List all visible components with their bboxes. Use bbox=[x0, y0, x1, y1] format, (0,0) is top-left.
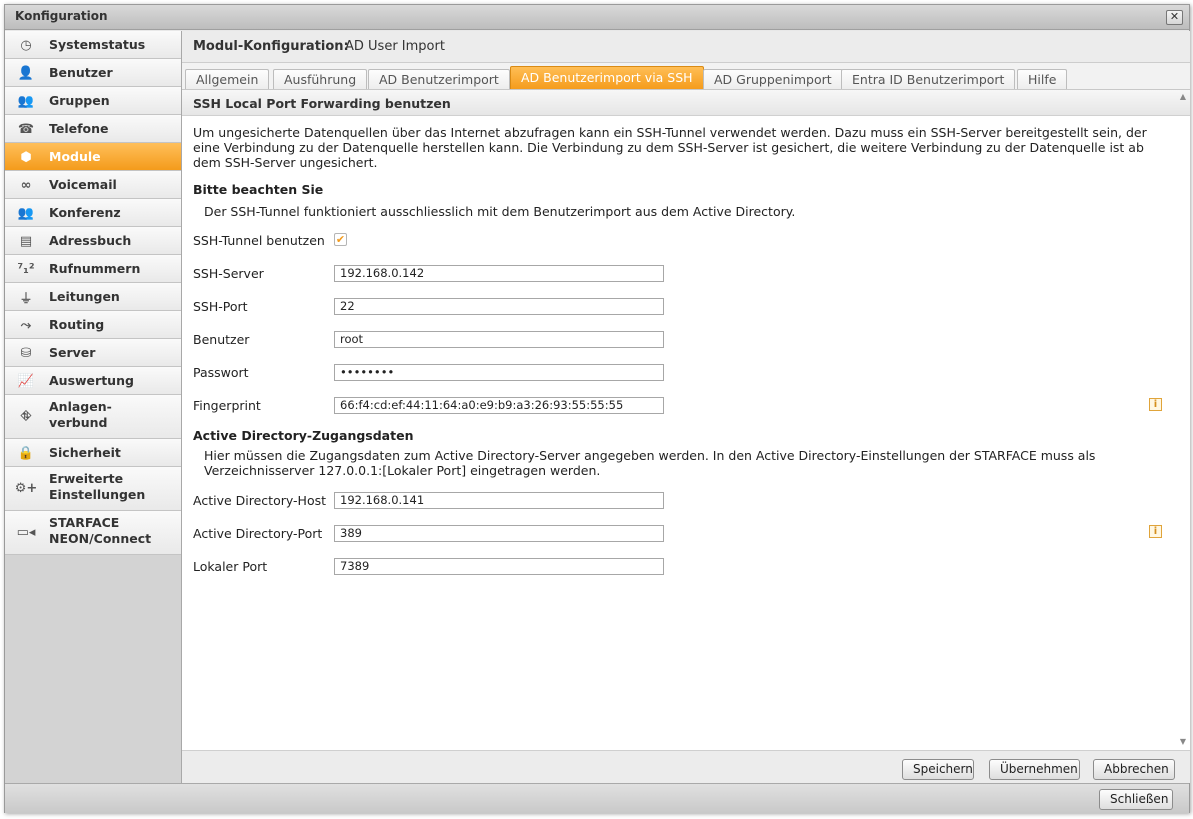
tab-panel bbox=[182, 89, 1190, 750]
window-title: Konfiguration bbox=[15, 9, 108, 23]
phone-icon: ☎ bbox=[17, 121, 35, 137]
tab-entra-id-benutzerimport[interactable]: Entra ID Benutzerimport bbox=[841, 69, 1015, 89]
module-icon: ⬢ bbox=[20, 149, 32, 165]
notice-text: Der SSH-Tunnel funktioniert ausschliesslich mit dem Benutzerimport aus dem Active Directory. bbox=[204, 204, 796, 219]
sidebar-item-auswertung[interactable] bbox=[5, 367, 181, 395]
local-port-input[interactable]: 7389 bbox=[334, 558, 664, 575]
fingerprint-label: Fingerprint bbox=[193, 398, 261, 413]
sidebar-item-rufnummern[interactable] bbox=[5, 255, 181, 283]
sidebar-item-gruppen[interactable] bbox=[5, 87, 181, 115]
lock-icon: 🔒 bbox=[17, 445, 35, 461]
ssh-tunnel-checkbox[interactable]: ✔ bbox=[335, 233, 346, 246]
password-input[interactable]: •••••••• bbox=[334, 364, 664, 381]
gear-plus-icon: ⚙+ bbox=[14, 480, 38, 496]
footer-bar bbox=[182, 750, 1190, 783]
ad-host-label: Active Directory-Host bbox=[193, 493, 327, 508]
cancel-button[interactable]: Abbrechen bbox=[1093, 759, 1175, 780]
sidebar-item-label: Module bbox=[49, 149, 101, 164]
fingerprint-input[interactable]: 66:f4:cd:ef:44:11:64:a0:e9:b9:a3:26:93:55:55:55 bbox=[334, 397, 664, 414]
password-label: Passwort bbox=[193, 365, 249, 380]
ad-port-label: Active Directory-Port bbox=[193, 526, 323, 541]
module-header-label: Modul-Konfiguration: bbox=[193, 39, 349, 54]
sidebar-item-label: Rufnummern bbox=[49, 261, 141, 276]
user-label: Benutzer bbox=[193, 332, 250, 347]
sidebar-item-erweiterte-einstellungen[interactable] bbox=[5, 467, 181, 511]
ad-host-input[interactable]: 192.168.0.141 bbox=[334, 492, 664, 509]
save-button[interactable]: Speichern bbox=[902, 759, 974, 780]
ad-heading: Active Directory-Zugangsdaten bbox=[193, 428, 414, 443]
scroll-down-icon[interactable]: ▼ bbox=[1179, 737, 1186, 746]
sidebar-item-anlagenverbund[interactable] bbox=[5, 395, 181, 439]
ssh-port-label: SSH-Port bbox=[193, 299, 248, 314]
close-icon[interactable]: ✕ bbox=[1166, 10, 1183, 25]
ssh-server-label: SSH-Server bbox=[193, 266, 264, 281]
sidebar-item-label: Konferenz bbox=[49, 205, 121, 220]
section-header bbox=[182, 90, 1190, 116]
sidebar-item-label: Server bbox=[49, 345, 96, 360]
sidebar-item-sicherheit[interactable] bbox=[5, 439, 181, 467]
sidebar-item-label: Systemstatus bbox=[49, 37, 146, 52]
sidebar-item-server[interactable] bbox=[5, 339, 181, 367]
group-icon: 👥 bbox=[17, 93, 35, 109]
tab-ad-benutzerimport-ssh[interactable]: AD Benutzerimport via SSH bbox=[510, 66, 704, 89]
apply-button[interactable]: Übernehmen bbox=[989, 759, 1080, 780]
ad-port-input[interactable]: 389 bbox=[334, 525, 664, 542]
sidebar-item-label: Sicherheit bbox=[49, 445, 121, 460]
module-name: AD User Import bbox=[345, 39, 445, 54]
user-input[interactable]: root bbox=[334, 331, 664, 348]
video-icon: ▭◂ bbox=[16, 524, 36, 540]
ssh-server-input[interactable]: 192.168.0.142 bbox=[334, 265, 664, 282]
sidebar-item-label: Benutzer bbox=[49, 65, 113, 80]
routing-icon: ⤳ bbox=[20, 317, 32, 333]
network-icon: ⛗ bbox=[20, 408, 32, 424]
sidebar-item-benutzer[interactable] bbox=[5, 59, 181, 87]
sidebar-item-label: Routing bbox=[49, 317, 105, 332]
ssh-port-input[interactable]: 22 bbox=[334, 298, 664, 315]
sidebar-item-routing[interactable] bbox=[5, 311, 181, 339]
sidebar-item-label: Voicemail bbox=[49, 177, 117, 192]
sidebar-item-label: Leitungen bbox=[49, 289, 120, 304]
chart-icon: 📈 bbox=[17, 373, 35, 389]
clock-icon: ◷ bbox=[20, 37, 32, 53]
sidebar bbox=[5, 31, 182, 783]
info-icon[interactable]: i bbox=[1149, 398, 1162, 411]
conference-icon: 👥 bbox=[17, 205, 35, 221]
notice-heading: Bitte beachten Sie bbox=[193, 182, 324, 197]
tab-ad-benutzerimport[interactable]: AD Benutzerimport bbox=[368, 69, 510, 89]
sidebar-item-telefone[interactable] bbox=[5, 115, 181, 143]
server-icon: ⛁ bbox=[20, 345, 32, 361]
sidebar-item-label: Anlagen- verbund bbox=[49, 399, 112, 430]
sidebar-item-label: Gruppen bbox=[49, 93, 110, 108]
module-header bbox=[182, 31, 1190, 63]
sidebar-item-starface-neon[interactable] bbox=[5, 511, 181, 555]
ad-text: Hier müssen die Zugangsdaten zum Active Directory-Server angegeben werden. In den Active Directory-Einstellungen der STARFACE muss als Verzeichnisserver 127.0.0.1:[Lokaler Port] eingetragen werden. bbox=[204, 448, 1096, 478]
sidebar-item-konferenz[interactable] bbox=[5, 199, 181, 227]
sidebar-item-label: STARFACE NEON/Connect bbox=[49, 515, 152, 546]
content-area bbox=[182, 31, 1190, 783]
sidebar-item-module[interactable] bbox=[5, 143, 181, 171]
sidebar-item-label: Adressbuch bbox=[49, 233, 132, 248]
tab-hilfe[interactable]: Hilfe bbox=[1017, 69, 1067, 89]
sidebar-item-label: Auswertung bbox=[49, 373, 134, 388]
sidebar-item-adressbuch[interactable] bbox=[5, 227, 181, 255]
title-bar bbox=[5, 5, 1189, 30]
local-port-label: Lokaler Port bbox=[193, 559, 268, 574]
sidebar-item-label: Erweiterte Einstellungen bbox=[49, 471, 146, 502]
sidebar-item-leitungen[interactable] bbox=[5, 283, 181, 311]
scroll-up-icon[interactable]: ▲ bbox=[1179, 92, 1186, 101]
intro-text: Um ungesicherte Datenquellen über das Internet abzufragen kann ein SSH-Tunnel verwendet werden. Dazu muss ein SSH-Server bereitgestellt sein, der eine Verbindung zu der Datenquelle herstellen kann. Die Verbindung zu dem SSH-Server ist gesichert, die weitere Verbindung zu der Datenquelle ist ab dem SSH-Server ungesichert. bbox=[193, 125, 1147, 170]
window-bottom-bar bbox=[5, 783, 1189, 813]
ssh-tunnel-label: SSH-Tunnel benutzen bbox=[193, 233, 325, 248]
addressbook-icon: ▤ bbox=[19, 233, 33, 249]
user-icon: 👤 bbox=[17, 65, 35, 81]
info-icon[interactable]: i bbox=[1149, 525, 1162, 538]
close-button[interactable]: Schließen bbox=[1099, 789, 1173, 810]
tab-allgemein[interactable]: Allgemein bbox=[185, 69, 269, 89]
sidebar-item-systemstatus[interactable] bbox=[5, 31, 181, 59]
numbers-icon: ⁷₁² bbox=[17, 261, 35, 277]
voicemail-icon: ∞ bbox=[20, 177, 32, 193]
configuration-window bbox=[4, 4, 1190, 813]
sidebar-item-label: Telefone bbox=[49, 121, 109, 136]
sidebar-item-voicemail[interactable] bbox=[5, 171, 181, 199]
tab-ausfuehrung[interactable]: Ausführung bbox=[273, 69, 367, 89]
section-title: SSH Local Port Forwarding benutzen bbox=[193, 96, 451, 111]
tab-ad-gruppenimport[interactable]: AD Gruppenimport bbox=[703, 69, 843, 89]
plug-icon: ⏚ bbox=[19, 291, 33, 307]
